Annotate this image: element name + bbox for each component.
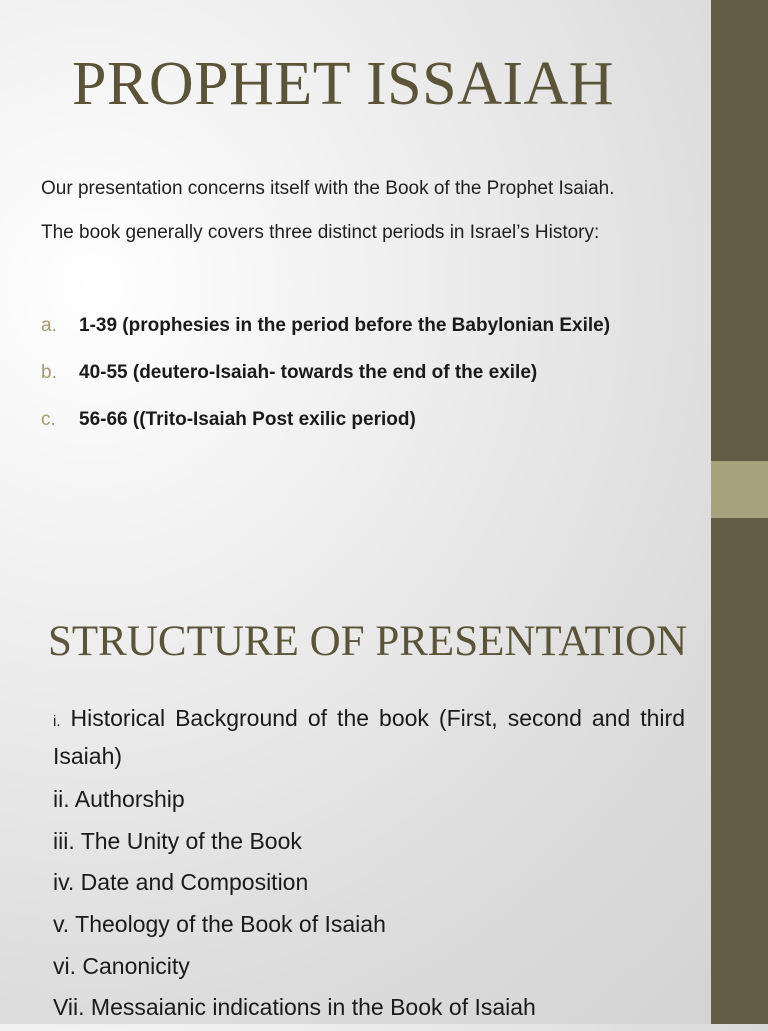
structure-marker: i. — [53, 713, 61, 730]
period-text: 40-55 (deutero-Isaiah- towards the end of the exile) — [79, 362, 538, 383]
period-list — [41, 313, 711, 454]
intro-line-1: Our presentation concerns itself with the Book of the Prophet Isaiah. — [41, 178, 615, 199]
structure-item-4: iv. Date and Composition — [53, 869, 309, 896]
intro-line-2: The book generally covers three distinct periods in Israel’s History: — [41, 222, 600, 243]
slide-title: PROPHET ISSAIAH — [72, 50, 615, 118]
structure-list — [53, 701, 685, 1031]
structure-item-7: Vii. Messaianic indications in the Book of Isaiah — [53, 994, 536, 1021]
period-marker: a. — [41, 315, 57, 336]
structure-item-5: v. Theology of the Book of Isaiah — [53, 911, 386, 938]
period-item-c — [41, 407, 711, 454]
period-marker: c. — [41, 409, 56, 430]
period-text: 1-39 (prophesies in the period before the Babylonian Exile) — [79, 315, 611, 336]
period-item-b — [41, 360, 711, 407]
structure-item-1 — [53, 701, 685, 774]
structure-item-3: iii. The Unity of the Book — [53, 827, 302, 854]
structure-item-6: vi. Canonicity — [53, 952, 190, 979]
period-marker: b. — [41, 362, 57, 383]
period-item-a — [41, 313, 711, 360]
structure-title: STRUCTURE OF PRESENTATION — [48, 618, 688, 665]
structure-item-2: ii. Authorship — [53, 786, 185, 812]
sidebar-accent-block — [711, 461, 768, 518]
structure-item-text: Historical Background of the book (First, second and third Isaiah) — [53, 705, 685, 769]
period-text: 56-66 ((Trito-Isaiah Post exilic period) — [79, 409, 416, 430]
